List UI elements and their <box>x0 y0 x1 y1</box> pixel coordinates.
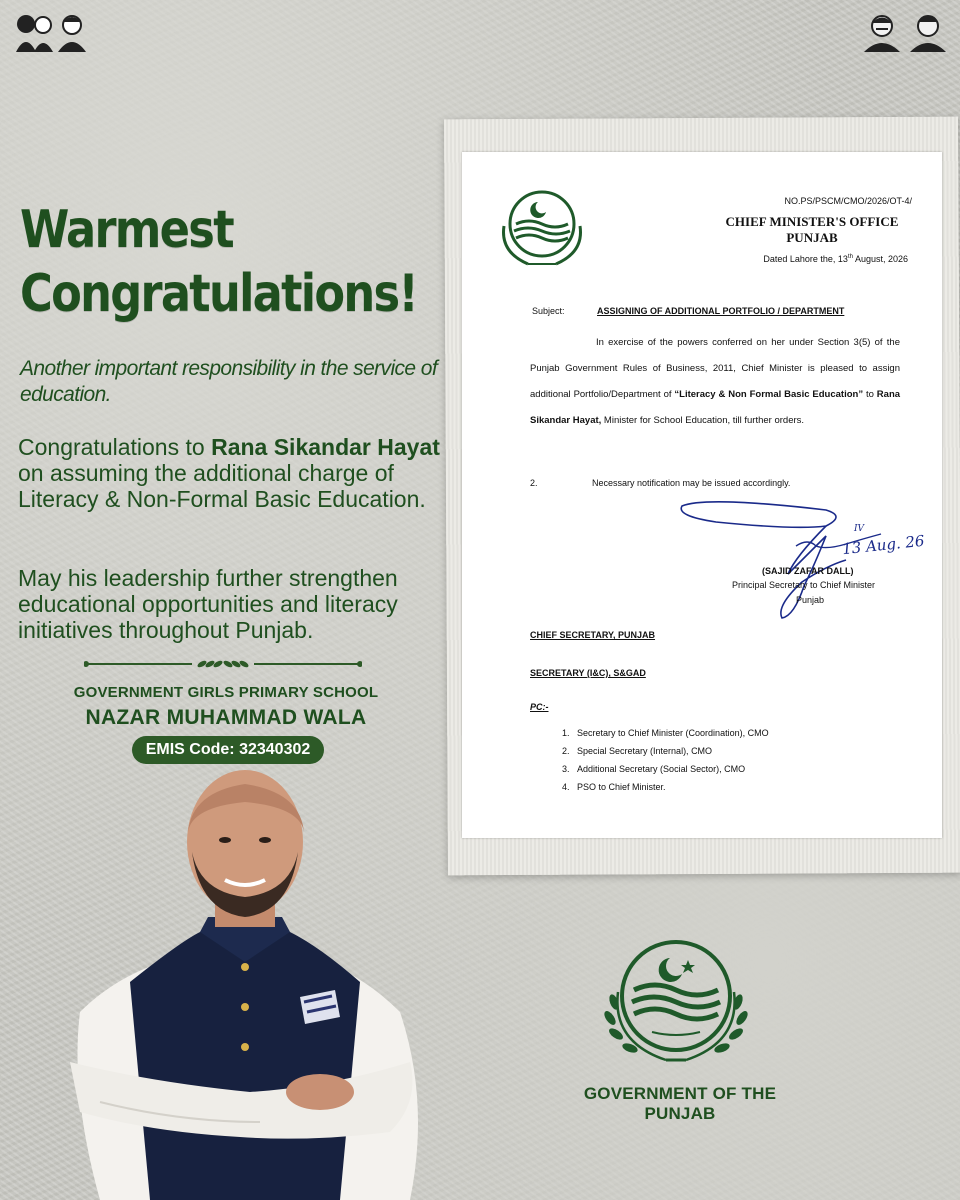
government-of-punjab-label: GOVERNMENT OF THE PUNJAB <box>583 1084 777 1123</box>
pc-list <box>562 724 769 796</box>
official-letter <box>462 152 942 838</box>
congratulations-paragraph <box>18 434 466 512</box>
para1-part-e: Minister for School Education, till further orders. <box>601 415 805 426</box>
signature-date: 13 Aug. 26 <box>841 531 926 559</box>
headline-line-2: Congratulations! <box>20 264 418 324</box>
leader-portrait-icon-1 <box>12 8 56 54</box>
headline-line-1: Warmest <box>20 200 233 260</box>
office-province: PUNJAB <box>786 230 838 245</box>
date-superscript: th <box>847 254 853 260</box>
date-suffix: August, 2026 <box>852 254 908 264</box>
pc-item-text: Secretary to Chief Minister (Coordination), CMO <box>577 728 769 738</box>
tagline: Another important responsibility in the service of education. <box>20 357 438 406</box>
headline <box>20 198 418 326</box>
pc-label: PC:- <box>530 702 549 712</box>
pc-item: 3. Additional Secretary (Social Sector), CMO <box>562 764 746 774</box>
subject-text: ASSIGNING OF ADDITIONAL PORTFOLIO / DEPARTMENT <box>597 306 845 316</box>
letter-paragraph-1 <box>530 330 900 434</box>
pc-item: 1. Secretary to Chief Minister (Coordination), CMO <box>562 728 769 738</box>
school-type: GOVERNMENT GIRLS PRIMARY SCHOOL <box>73 684 379 701</box>
leader-portrait-icon-3 <box>860 8 904 54</box>
punjab-emblem-icon <box>492 186 592 277</box>
congrats-suffix: on assuming the additional charge of Literacy & Non-Formal Basic Education. <box>18 460 426 512</box>
letter-paragraph-2: Necessary notification may be issued accordingly. <box>592 478 791 488</box>
leader-portrait-icon-4 <box>906 8 950 54</box>
signature-icon <box>676 486 936 631</box>
letter-date <box>724 254 908 264</box>
government-punjab-emblem-icon <box>596 932 756 1076</box>
minister-name: Rana Sikandar Hayat <box>211 434 440 460</box>
emis-code-badge: EMIS Code: 32340302 <box>132 736 324 764</box>
pc-item-text: PSO to Chief Minister. <box>577 782 666 792</box>
wish-paragraph: May his leadership further strengthen educational opportunities and literacy initiatives throughout Punjab. <box>18 565 398 643</box>
pc-item-text: Additional Secretary (Social Sector), CMO <box>577 764 746 774</box>
recipient-chief-secretary: CHIEF SECRETARY, PUNJAB <box>530 630 656 640</box>
minister-name-letter: Rana Sikandar Hayat, <box>530 389 901 426</box>
school-name: NAZAR MUHAMMAD WALA <box>85 706 367 729</box>
congrats-prefix: Congratulations to <box>18 434 212 460</box>
pc-item-text: Special Secretary (Internal), CMO <box>577 746 713 756</box>
portfolio-name: “Literacy & Non Formal Basic Education” <box>674 389 864 400</box>
para1-part-a: In exercise of the powers conferred on her under Section 3(5) of the Punjab Government Rules of Business, 2011, Chief Minister is pleased to assign additional Portfolio/Department of <box>530 337 900 400</box>
minister-photo <box>60 762 430 1200</box>
pc-item: 2. Special Secretary (Internal), CMO <box>562 746 713 756</box>
wheat-divider-icon <box>84 656 362 670</box>
signer-name: (SAJID ZAFAR DALL) <box>762 566 854 576</box>
date-prefix: Dated Lahore the, 13 <box>763 254 848 264</box>
signer-title: Principal Secretary to Chief Minister <box>732 580 876 590</box>
pc-item: 4. PSO to Chief Minister. <box>562 782 666 792</box>
signer-place: Punjab <box>796 595 825 605</box>
signature-initial: IV <box>854 524 865 534</box>
paragraph-2-number: 2. <box>530 478 538 488</box>
recipient-secretary-ic: SECRETARY (I&C), S&GAD <box>530 668 646 678</box>
reference-number: NO.PS/PSCM/CMO/2026/OT-4/ <box>784 196 912 206</box>
subject-label: Subject: <box>532 306 565 316</box>
leader-portrait-icon-2 <box>52 8 96 54</box>
para1-part-c: to <box>863 389 877 400</box>
office-name: CHIEF MINISTER'S OFFICE <box>725 214 899 229</box>
